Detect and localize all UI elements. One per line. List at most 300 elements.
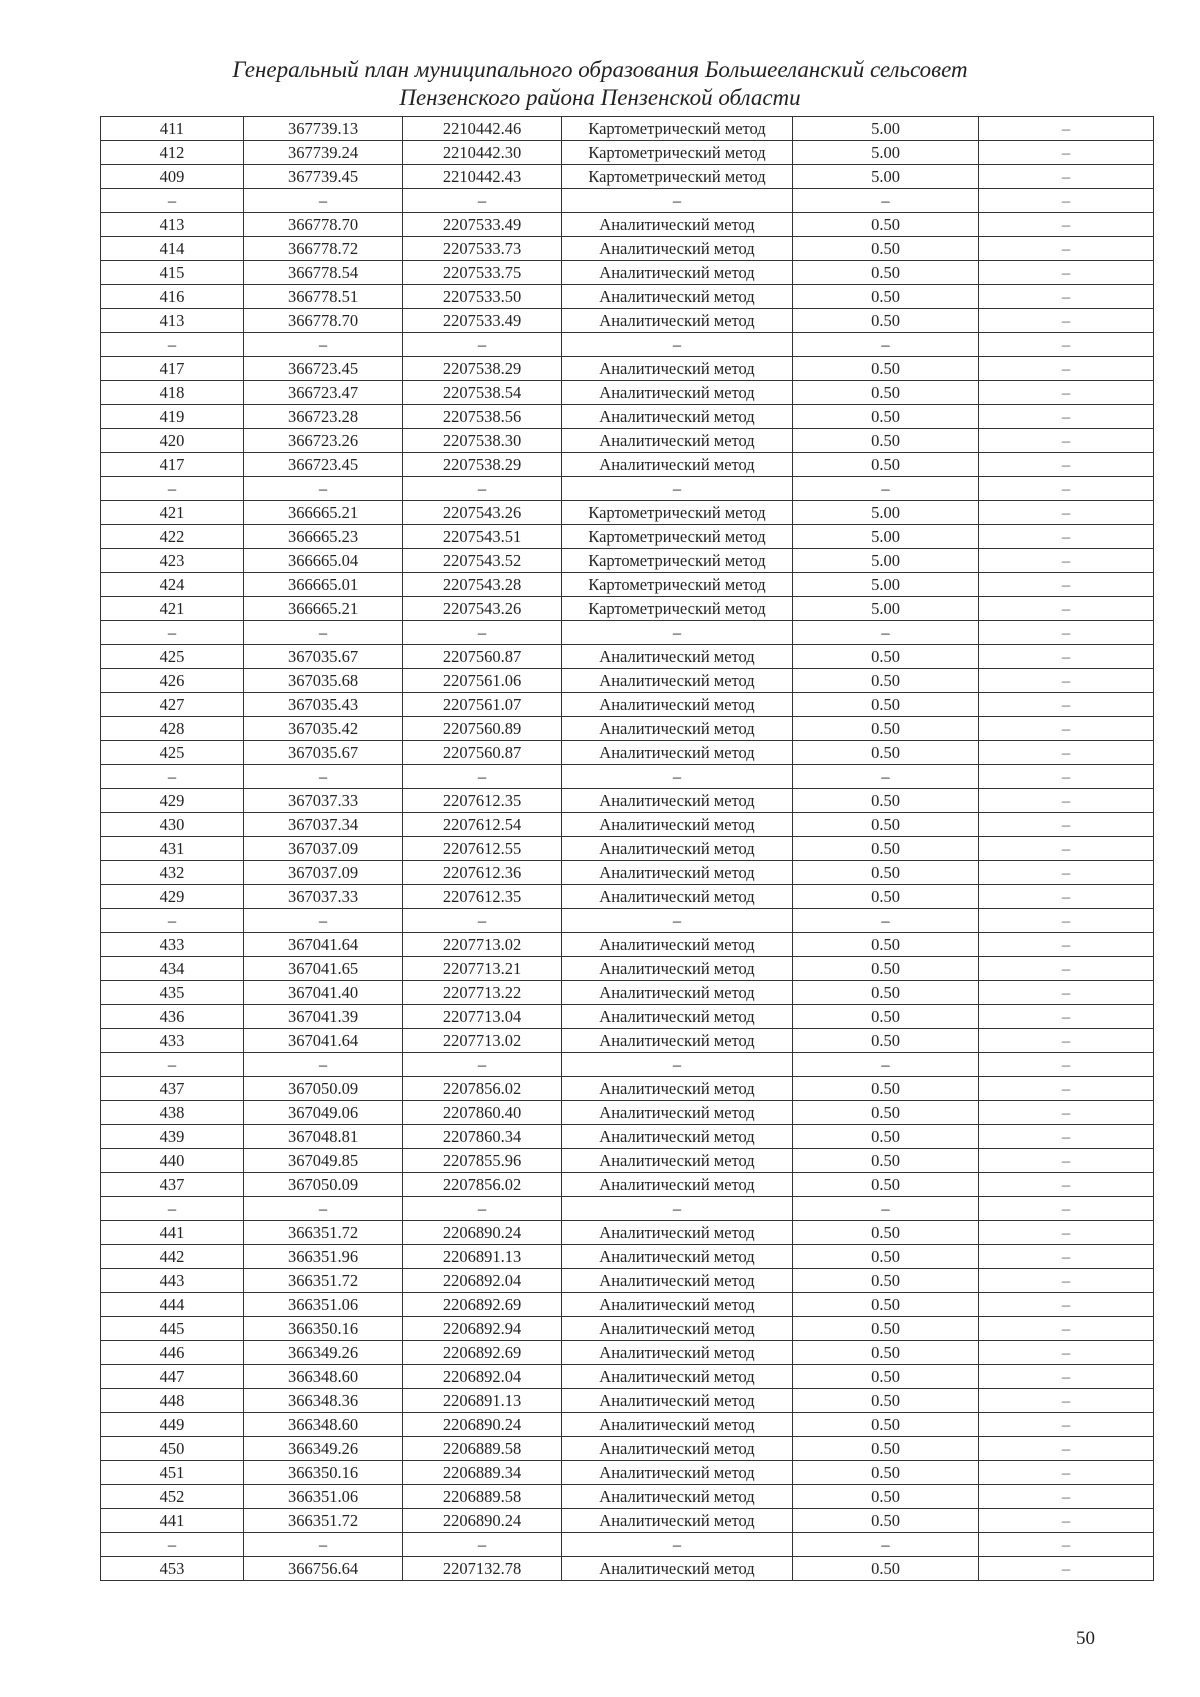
description-cell: – — [979, 765, 1154, 789]
method-cell: Аналитический метод — [562, 669, 793, 693]
description-cell: – — [979, 741, 1154, 765]
point-number-cell: 433 — [101, 1029, 244, 1053]
table-row — [101, 573, 1154, 597]
x-coordinate-cell: 366351.06 — [244, 1485, 403, 1509]
accuracy-cell: 0.50 — [793, 285, 979, 309]
point-number-cell: 412 — [101, 141, 244, 165]
point-number-cell: 437 — [101, 1173, 244, 1197]
point-number-cell: 431 — [101, 837, 244, 861]
accuracy-cell: – — [793, 1533, 979, 1557]
x-coordinate-cell: 367037.34 — [244, 813, 403, 837]
method-cell: Аналитический метод — [562, 1269, 793, 1293]
accuracy-cell: 0.50 — [793, 693, 979, 717]
x-coordinate-cell: 367041.64 — [244, 933, 403, 957]
point-number-cell: 411 — [101, 117, 244, 141]
accuracy-cell: 0.50 — [793, 1317, 979, 1341]
table-row — [101, 381, 1154, 405]
accuracy-cell: – — [793, 765, 979, 789]
table-row — [101, 549, 1154, 573]
point-number-cell: 440 — [101, 1149, 244, 1173]
x-coordinate-cell: – — [244, 1053, 403, 1077]
x-coordinate-cell: 367037.33 — [244, 789, 403, 813]
y-coordinate-cell: 2206891.13 — [403, 1389, 562, 1413]
accuracy-cell: 0.50 — [793, 1029, 979, 1053]
description-cell: – — [979, 1341, 1154, 1365]
method-cell: Аналитический метод — [562, 213, 793, 237]
accuracy-cell: 0.50 — [793, 1173, 979, 1197]
table-row — [101, 909, 1154, 933]
table-row — [101, 501, 1154, 525]
accuracy-cell: 0.50 — [793, 1365, 979, 1389]
table-row — [101, 1437, 1154, 1461]
point-number-cell: 420 — [101, 429, 244, 453]
accuracy-cell: 5.00 — [793, 525, 979, 549]
table-row — [101, 1053, 1154, 1077]
method-cell: Аналитический метод — [562, 741, 793, 765]
x-coordinate-cell: 366350.16 — [244, 1461, 403, 1485]
accuracy-cell: – — [793, 909, 979, 933]
accuracy-cell: 5.00 — [793, 141, 979, 165]
table-row — [101, 357, 1154, 381]
method-cell: Картометрический метод — [562, 501, 793, 525]
table-row — [101, 1077, 1154, 1101]
title-line-1: Генеральный план муниципального образования Большееланский сельсовет — [232, 57, 968, 82]
accuracy-cell: 0.50 — [793, 717, 979, 741]
description-cell: – — [979, 1125, 1154, 1149]
accuracy-cell: 5.00 — [793, 597, 979, 621]
method-cell: Аналитический метод — [562, 1389, 793, 1413]
accuracy-cell: 0.50 — [793, 453, 979, 477]
table-row — [101, 837, 1154, 861]
x-coordinate-cell: 367035.42 — [244, 717, 403, 741]
y-coordinate-cell: 2207543.26 — [403, 597, 562, 621]
method-cell: Аналитический метод — [562, 981, 793, 1005]
table-row — [101, 1485, 1154, 1509]
description-cell: – — [979, 1365, 1154, 1389]
y-coordinate-cell: 2207855.96 — [403, 1149, 562, 1173]
x-coordinate-cell: 366778.72 — [244, 237, 403, 261]
y-coordinate-cell: 2206889.34 — [403, 1461, 562, 1485]
description-cell: – — [979, 237, 1154, 261]
description-cell: – — [979, 549, 1154, 573]
x-coordinate-cell: – — [244, 477, 403, 501]
point-number-cell: 417 — [101, 357, 244, 381]
description-cell: – — [979, 357, 1154, 381]
method-cell: – — [562, 477, 793, 501]
description-cell: – — [979, 501, 1154, 525]
method-cell: Аналитический метод — [562, 1485, 793, 1509]
method-cell: Аналитический метод — [562, 1341, 793, 1365]
point-number-cell: 429 — [101, 789, 244, 813]
y-coordinate-cell: – — [403, 477, 562, 501]
accuracy-cell: 0.50 — [793, 669, 979, 693]
point-number-cell: 449 — [101, 1413, 244, 1437]
x-coordinate-cell: 366351.72 — [244, 1509, 403, 1533]
description-cell: – — [979, 1173, 1154, 1197]
table-row — [101, 285, 1154, 309]
accuracy-cell: 5.00 — [793, 573, 979, 597]
accuracy-cell: 0.50 — [793, 213, 979, 237]
point-number-cell: – — [101, 909, 244, 933]
x-coordinate-cell: 366351.06 — [244, 1293, 403, 1317]
accuracy-cell: 0.50 — [793, 429, 979, 453]
table-row — [101, 189, 1154, 213]
method-cell: Аналитический метод — [562, 813, 793, 837]
y-coordinate-cell: 2207533.73 — [403, 237, 562, 261]
accuracy-cell: 5.00 — [793, 549, 979, 573]
x-coordinate-cell: 367739.45 — [244, 165, 403, 189]
method-cell: Аналитический метод — [562, 717, 793, 741]
x-coordinate-cell: 366723.47 — [244, 381, 403, 405]
x-coordinate-cell: 367739.24 — [244, 141, 403, 165]
table-row — [101, 885, 1154, 909]
method-cell: Аналитический метод — [562, 261, 793, 285]
point-number-cell: – — [101, 765, 244, 789]
description-cell: – — [979, 1389, 1154, 1413]
point-number-cell: 433 — [101, 933, 244, 957]
point-number-cell: 441 — [101, 1221, 244, 1245]
table-row — [101, 429, 1154, 453]
method-cell: Аналитический метод — [562, 453, 793, 477]
point-number-cell: 450 — [101, 1437, 244, 1461]
table-row — [101, 477, 1154, 501]
description-cell: – — [979, 885, 1154, 909]
accuracy-cell: 0.50 — [793, 645, 979, 669]
y-coordinate-cell: 2207538.30 — [403, 429, 562, 453]
x-coordinate-cell: 367050.09 — [244, 1173, 403, 1197]
method-cell: Аналитический метод — [562, 1125, 793, 1149]
accuracy-cell: 0.50 — [793, 1149, 979, 1173]
point-number-cell: 441 — [101, 1509, 244, 1533]
table-row — [101, 1293, 1154, 1317]
description-cell: – — [979, 525, 1154, 549]
x-coordinate-cell: 366778.54 — [244, 261, 403, 285]
description-cell: – — [979, 1053, 1154, 1077]
y-coordinate-cell: 2207543.51 — [403, 525, 562, 549]
y-coordinate-cell: 2207612.55 — [403, 837, 562, 861]
y-coordinate-cell: 2207560.87 — [403, 741, 562, 765]
y-coordinate-cell: 2207560.87 — [403, 645, 562, 669]
point-number-cell: 435 — [101, 981, 244, 1005]
method-cell: Аналитический метод — [562, 933, 793, 957]
description-cell: – — [979, 1413, 1154, 1437]
table-row — [101, 813, 1154, 837]
y-coordinate-cell: 2207856.02 — [403, 1173, 562, 1197]
point-number-cell: 442 — [101, 1245, 244, 1269]
y-coordinate-cell: 2207561.06 — [403, 669, 562, 693]
table-row — [101, 333, 1154, 357]
y-coordinate-cell: 2206890.24 — [403, 1221, 562, 1245]
method-cell: Аналитический метод — [562, 861, 793, 885]
x-coordinate-cell: 366665.23 — [244, 525, 403, 549]
method-cell: – — [562, 621, 793, 645]
method-cell: Аналитический метод — [562, 285, 793, 309]
x-coordinate-cell: 366778.70 — [244, 309, 403, 333]
y-coordinate-cell: 2210442.30 — [403, 141, 562, 165]
y-coordinate-cell: 2206892.69 — [403, 1293, 562, 1317]
description-cell: – — [979, 693, 1154, 717]
point-number-cell: 448 — [101, 1389, 244, 1413]
accuracy-cell: 5.00 — [793, 117, 979, 141]
accuracy-cell: 0.50 — [793, 789, 979, 813]
y-coordinate-cell: 2207538.56 — [403, 405, 562, 429]
description-cell: – — [979, 645, 1154, 669]
y-coordinate-cell: – — [403, 1197, 562, 1221]
point-number-cell: 414 — [101, 237, 244, 261]
y-coordinate-cell: 2207538.29 — [403, 357, 562, 381]
x-coordinate-cell: 367035.67 — [244, 645, 403, 669]
accuracy-cell: 0.50 — [793, 1557, 979, 1581]
table-row — [101, 765, 1154, 789]
point-number-cell: 413 — [101, 309, 244, 333]
y-coordinate-cell: 2206889.58 — [403, 1485, 562, 1509]
accuracy-cell: – — [793, 1053, 979, 1077]
table-row — [101, 1173, 1154, 1197]
accuracy-cell: – — [793, 189, 979, 213]
method-cell: Аналитический метод — [562, 1365, 793, 1389]
method-cell: Аналитический метод — [562, 405, 793, 429]
description-cell: – — [979, 1245, 1154, 1269]
method-cell: Аналитический метод — [562, 837, 793, 861]
y-coordinate-cell: 2207612.35 — [403, 885, 562, 909]
accuracy-cell: 0.50 — [793, 357, 979, 381]
y-coordinate-cell: 2207713.21 — [403, 957, 562, 981]
x-coordinate-cell: 366349.26 — [244, 1437, 403, 1461]
description-cell: – — [979, 453, 1154, 477]
table-row — [101, 1029, 1154, 1053]
point-number-cell: 426 — [101, 669, 244, 693]
method-cell: Аналитический метод — [562, 381, 793, 405]
method-cell: – — [562, 1533, 793, 1557]
method-cell: Аналитический метод — [562, 1005, 793, 1029]
point-number-cell: – — [101, 333, 244, 357]
table-row — [101, 1269, 1154, 1293]
accuracy-cell: 0.50 — [793, 1413, 979, 1437]
y-coordinate-cell: 2207543.28 — [403, 573, 562, 597]
x-coordinate-cell: 366349.26 — [244, 1341, 403, 1365]
x-coordinate-cell: 366723.26 — [244, 429, 403, 453]
description-cell: – — [979, 1077, 1154, 1101]
y-coordinate-cell: 2206892.94 — [403, 1317, 562, 1341]
description-cell: – — [979, 909, 1154, 933]
point-number-cell: – — [101, 1533, 244, 1557]
table-row — [101, 645, 1154, 669]
point-number-cell: 429 — [101, 885, 244, 909]
title-line-2: Пензенского района Пензенской области — [399, 85, 801, 110]
description-cell: – — [979, 429, 1154, 453]
accuracy-cell: 0.50 — [793, 933, 979, 957]
method-cell: Аналитический метод — [562, 1149, 793, 1173]
y-coordinate-cell: 2207612.36 — [403, 861, 562, 885]
y-coordinate-cell: 2206891.13 — [403, 1245, 562, 1269]
point-number-cell: 439 — [101, 1125, 244, 1149]
description-cell: – — [979, 1533, 1154, 1557]
x-coordinate-cell: 366348.60 — [244, 1365, 403, 1389]
x-coordinate-cell: 366665.21 — [244, 501, 403, 525]
x-coordinate-cell: 366348.36 — [244, 1389, 403, 1413]
y-coordinate-cell: 2207533.49 — [403, 309, 562, 333]
description-cell: – — [979, 1029, 1154, 1053]
description-cell: – — [979, 933, 1154, 957]
y-coordinate-cell: 2207543.26 — [403, 501, 562, 525]
point-number-cell: 437 — [101, 1077, 244, 1101]
point-number-cell: 425 — [101, 645, 244, 669]
description-cell: – — [979, 1269, 1154, 1293]
x-coordinate-cell: 367041.39 — [244, 1005, 403, 1029]
method-cell: Аналитический метод — [562, 357, 793, 381]
method-cell: Аналитический метод — [562, 1101, 793, 1125]
description-cell: – — [979, 381, 1154, 405]
method-cell: Аналитический метод — [562, 309, 793, 333]
point-number-cell: 419 — [101, 405, 244, 429]
y-coordinate-cell: 2207538.54 — [403, 381, 562, 405]
method-cell: Аналитический метод — [562, 1221, 793, 1245]
accuracy-cell: 0.50 — [793, 813, 979, 837]
table-row — [101, 453, 1154, 477]
y-coordinate-cell: 2210442.46 — [403, 117, 562, 141]
method-cell: – — [562, 909, 793, 933]
table-row — [101, 597, 1154, 621]
description-cell: – — [979, 957, 1154, 981]
table-row — [101, 1341, 1154, 1365]
x-coordinate-cell: – — [244, 909, 403, 933]
description-cell: – — [979, 117, 1154, 141]
point-number-cell: 428 — [101, 717, 244, 741]
coordinates-table — [100, 116, 1154, 1581]
point-number-cell: 443 — [101, 1269, 244, 1293]
page-number: 50 — [1076, 1628, 1095, 1649]
description-cell: – — [979, 1221, 1154, 1245]
description-cell: – — [979, 1005, 1154, 1029]
accuracy-cell: 0.50 — [793, 1509, 979, 1533]
table-row — [101, 1509, 1154, 1533]
accuracy-cell: 0.50 — [793, 309, 979, 333]
point-number-cell: 444 — [101, 1293, 244, 1317]
table-row — [101, 1245, 1154, 1269]
x-coordinate-cell: 366348.60 — [244, 1413, 403, 1437]
y-coordinate-cell: 2207860.40 — [403, 1101, 562, 1125]
method-cell: Аналитический метод — [562, 1557, 793, 1581]
x-coordinate-cell: 366351.72 — [244, 1269, 403, 1293]
accuracy-cell: 0.50 — [793, 405, 979, 429]
description-cell: – — [979, 189, 1154, 213]
y-coordinate-cell: – — [403, 189, 562, 213]
point-number-cell: 447 — [101, 1365, 244, 1389]
y-coordinate-cell: 2207713.02 — [403, 933, 562, 957]
y-coordinate-cell: 2207533.50 — [403, 285, 562, 309]
method-cell: Аналитический метод — [562, 693, 793, 717]
method-cell: – — [562, 333, 793, 357]
table-row — [101, 693, 1154, 717]
description-cell: – — [979, 717, 1154, 741]
description-cell: – — [979, 165, 1154, 189]
method-cell: Картометрический метод — [562, 165, 793, 189]
description-cell: – — [979, 285, 1154, 309]
page-title — [100, 56, 1100, 112]
table-row — [101, 957, 1154, 981]
x-coordinate-cell: 366723.45 — [244, 453, 403, 477]
x-coordinate-cell: 366665.01 — [244, 573, 403, 597]
point-number-cell: – — [101, 189, 244, 213]
description-cell: – — [979, 1293, 1154, 1317]
description-cell: – — [979, 573, 1154, 597]
method-cell: – — [562, 1053, 793, 1077]
y-coordinate-cell: 2207560.89 — [403, 717, 562, 741]
accuracy-cell: 0.50 — [793, 1101, 979, 1125]
x-coordinate-cell: 366778.51 — [244, 285, 403, 309]
method-cell: Картометрический метод — [562, 525, 793, 549]
table-row — [101, 1149, 1154, 1173]
table-row — [101, 117, 1154, 141]
x-coordinate-cell: 366351.96 — [244, 1245, 403, 1269]
description-cell: – — [979, 1317, 1154, 1341]
x-coordinate-cell: 366756.64 — [244, 1557, 403, 1581]
accuracy-cell: 0.50 — [793, 837, 979, 861]
description-cell: – — [979, 405, 1154, 429]
table-row — [101, 1125, 1154, 1149]
y-coordinate-cell: 2206890.24 — [403, 1509, 562, 1533]
y-coordinate-cell: 2206890.24 — [403, 1413, 562, 1437]
description-cell: – — [979, 1485, 1154, 1509]
accuracy-cell: 0.50 — [793, 1437, 979, 1461]
method-cell: Аналитический метод — [562, 645, 793, 669]
y-coordinate-cell: 2207612.35 — [403, 789, 562, 813]
accuracy-cell: 0.50 — [793, 885, 979, 909]
accuracy-cell: 0.50 — [793, 1005, 979, 1029]
table-row — [101, 621, 1154, 645]
accuracy-cell: – — [793, 621, 979, 645]
x-coordinate-cell: 367049.06 — [244, 1101, 403, 1125]
x-coordinate-cell: 366723.28 — [244, 405, 403, 429]
description-cell: – — [979, 309, 1154, 333]
method-cell: Аналитический метод — [562, 885, 793, 909]
y-coordinate-cell: 2207533.75 — [403, 261, 562, 285]
table-row — [101, 309, 1154, 333]
table-row — [101, 213, 1154, 237]
table-row — [101, 165, 1154, 189]
point-number-cell: 422 — [101, 525, 244, 549]
accuracy-cell: 5.00 — [793, 501, 979, 525]
table-row — [101, 741, 1154, 765]
method-cell: Картометрический метод — [562, 141, 793, 165]
method-cell: Аналитический метод — [562, 237, 793, 261]
x-coordinate-cell: 367037.09 — [244, 837, 403, 861]
accuracy-cell: 0.50 — [793, 1461, 979, 1485]
table-row — [101, 717, 1154, 741]
accuracy-cell: – — [793, 477, 979, 501]
description-cell: – — [979, 261, 1154, 285]
y-coordinate-cell: – — [403, 1533, 562, 1557]
y-coordinate-cell: 2207132.78 — [403, 1557, 562, 1581]
y-coordinate-cell: 2207538.29 — [403, 453, 562, 477]
table-row — [101, 1005, 1154, 1029]
table-row — [101, 1413, 1154, 1437]
y-coordinate-cell: – — [403, 909, 562, 933]
x-coordinate-cell: 367739.13 — [244, 117, 403, 141]
x-coordinate-cell: 367037.33 — [244, 885, 403, 909]
y-coordinate-cell: 2207543.52 — [403, 549, 562, 573]
description-cell: – — [979, 141, 1154, 165]
point-number-cell: 425 — [101, 741, 244, 765]
method-cell: Аналитический метод — [562, 789, 793, 813]
method-cell: Аналитический метод — [562, 429, 793, 453]
table-row — [101, 141, 1154, 165]
table-row — [101, 1101, 1154, 1125]
x-coordinate-cell: 367041.65 — [244, 957, 403, 981]
accuracy-cell: 0.50 — [793, 1341, 979, 1365]
table-row — [101, 933, 1154, 957]
description-cell: – — [979, 981, 1154, 1005]
